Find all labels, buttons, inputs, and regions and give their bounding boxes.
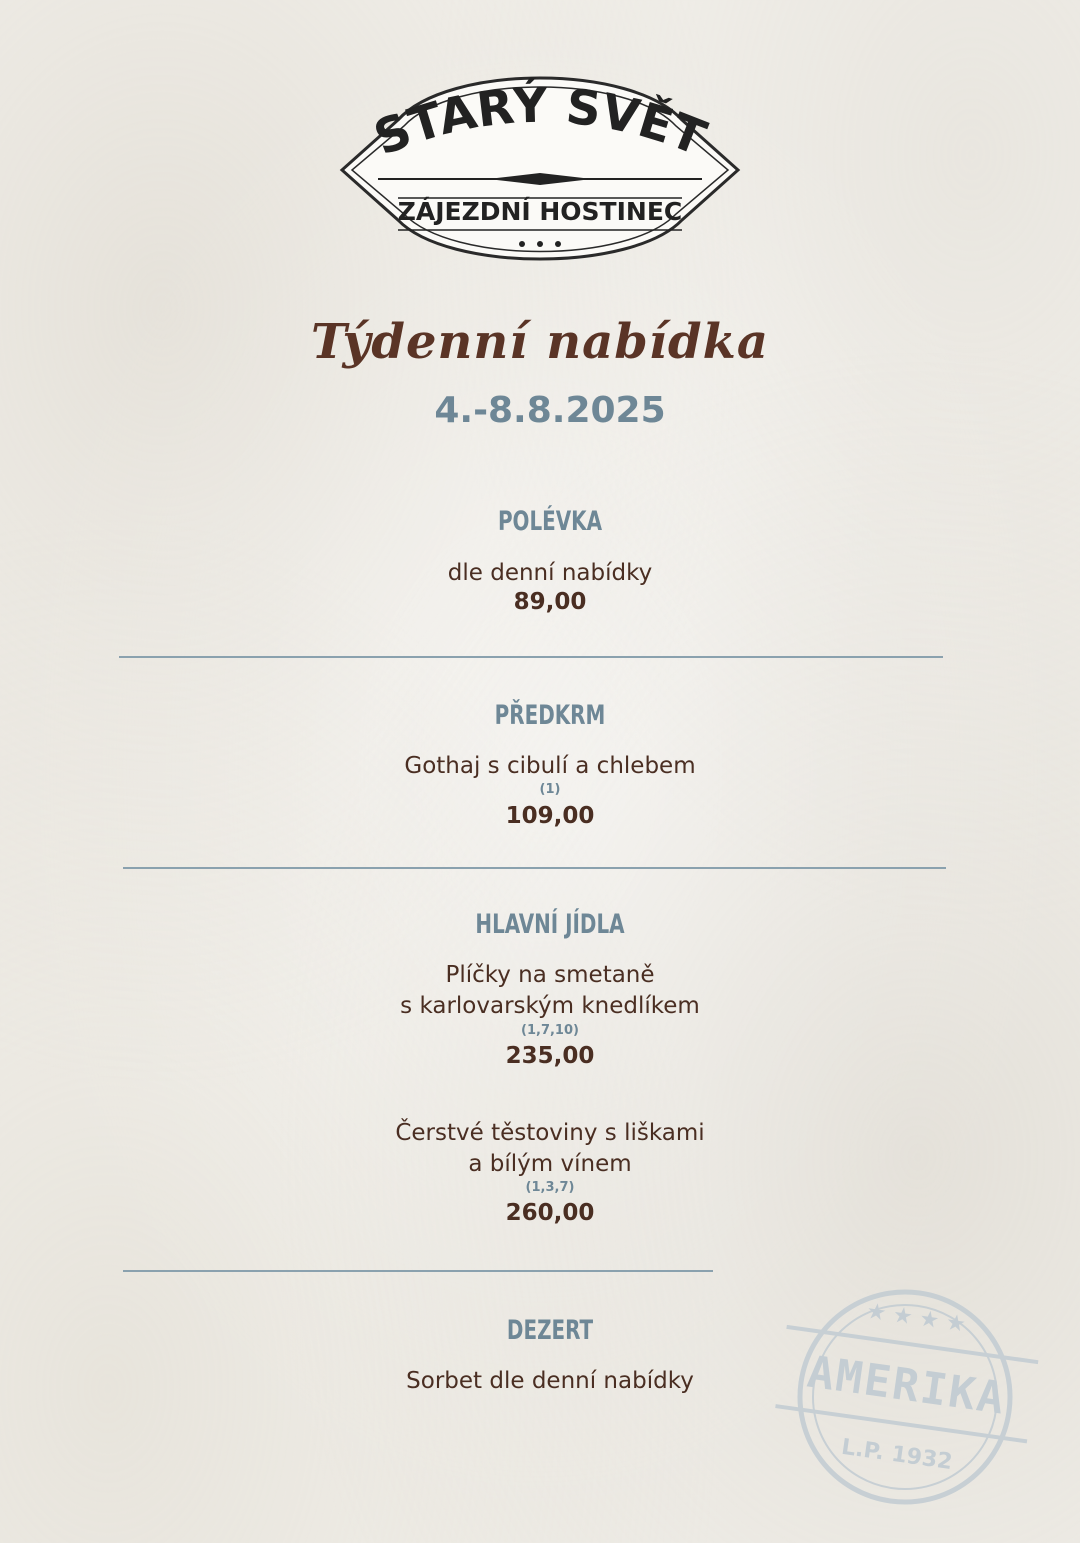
logo-subtitle: ZÁJEZDNÍ HOSTINEC [397, 197, 683, 226]
main-item-2-name-line2: a bílým vínem [468, 1151, 632, 1177]
starter-item-price: 109,00 [505, 803, 595, 829]
main-item-2-price: 260,00 [505, 1200, 595, 1226]
restaurant-logo [338, 58, 742, 276]
main-item-1-name-line2: s karlovarským knedlíkem [400, 993, 700, 1019]
soup-item-price: 89,00 [513, 589, 587, 615]
section-title-soup: POLÉVKA [497, 506, 603, 537]
main-item-1-name-line1: Plíčky na smetaně [445, 962, 655, 988]
soup-item-name: dle denní nabídky [447, 560, 653, 586]
amerika-stamp [768, 1282, 1042, 1512]
section-title-dessert: DEZERT [506, 1315, 594, 1346]
menu-title: Týdenní nabídka [311, 314, 769, 370]
logo-name: STARÝ SVĚT [366, 77, 714, 167]
starter-item-name: Gothaj s cibulí a chlebem [404, 753, 696, 779]
starter-item-allergens: (1) [539, 782, 561, 797]
divider [123, 1270, 713, 1272]
dessert-item-name: Sorbet dle denní nabídky [406, 1368, 694, 1394]
svg-text:★ ★ ★ ★: ★ ★ ★ ★ [864, 1298, 968, 1338]
divider [119, 656, 943, 658]
stamp-subtext: L.P. 1932 [839, 1434, 954, 1476]
main-item-2-allergens: (1,3,7) [525, 1180, 575, 1195]
main-item-1-price: 235,00 [505, 1043, 595, 1069]
main-item-1-allergens: (1,7,10) [521, 1023, 579, 1038]
main-item-2-name-line1: Čerstvé těstoviny s liškami [395, 1120, 705, 1146]
divider [123, 867, 946, 869]
menu-date: 4.-8.8.2025 [434, 390, 666, 431]
section-title-starter: PŘEDKRM [494, 700, 606, 731]
section-title-mains: HLAVNÍ JÍDLA [475, 909, 625, 940]
stamp-text: AMERIKA [804, 1346, 1009, 1425]
